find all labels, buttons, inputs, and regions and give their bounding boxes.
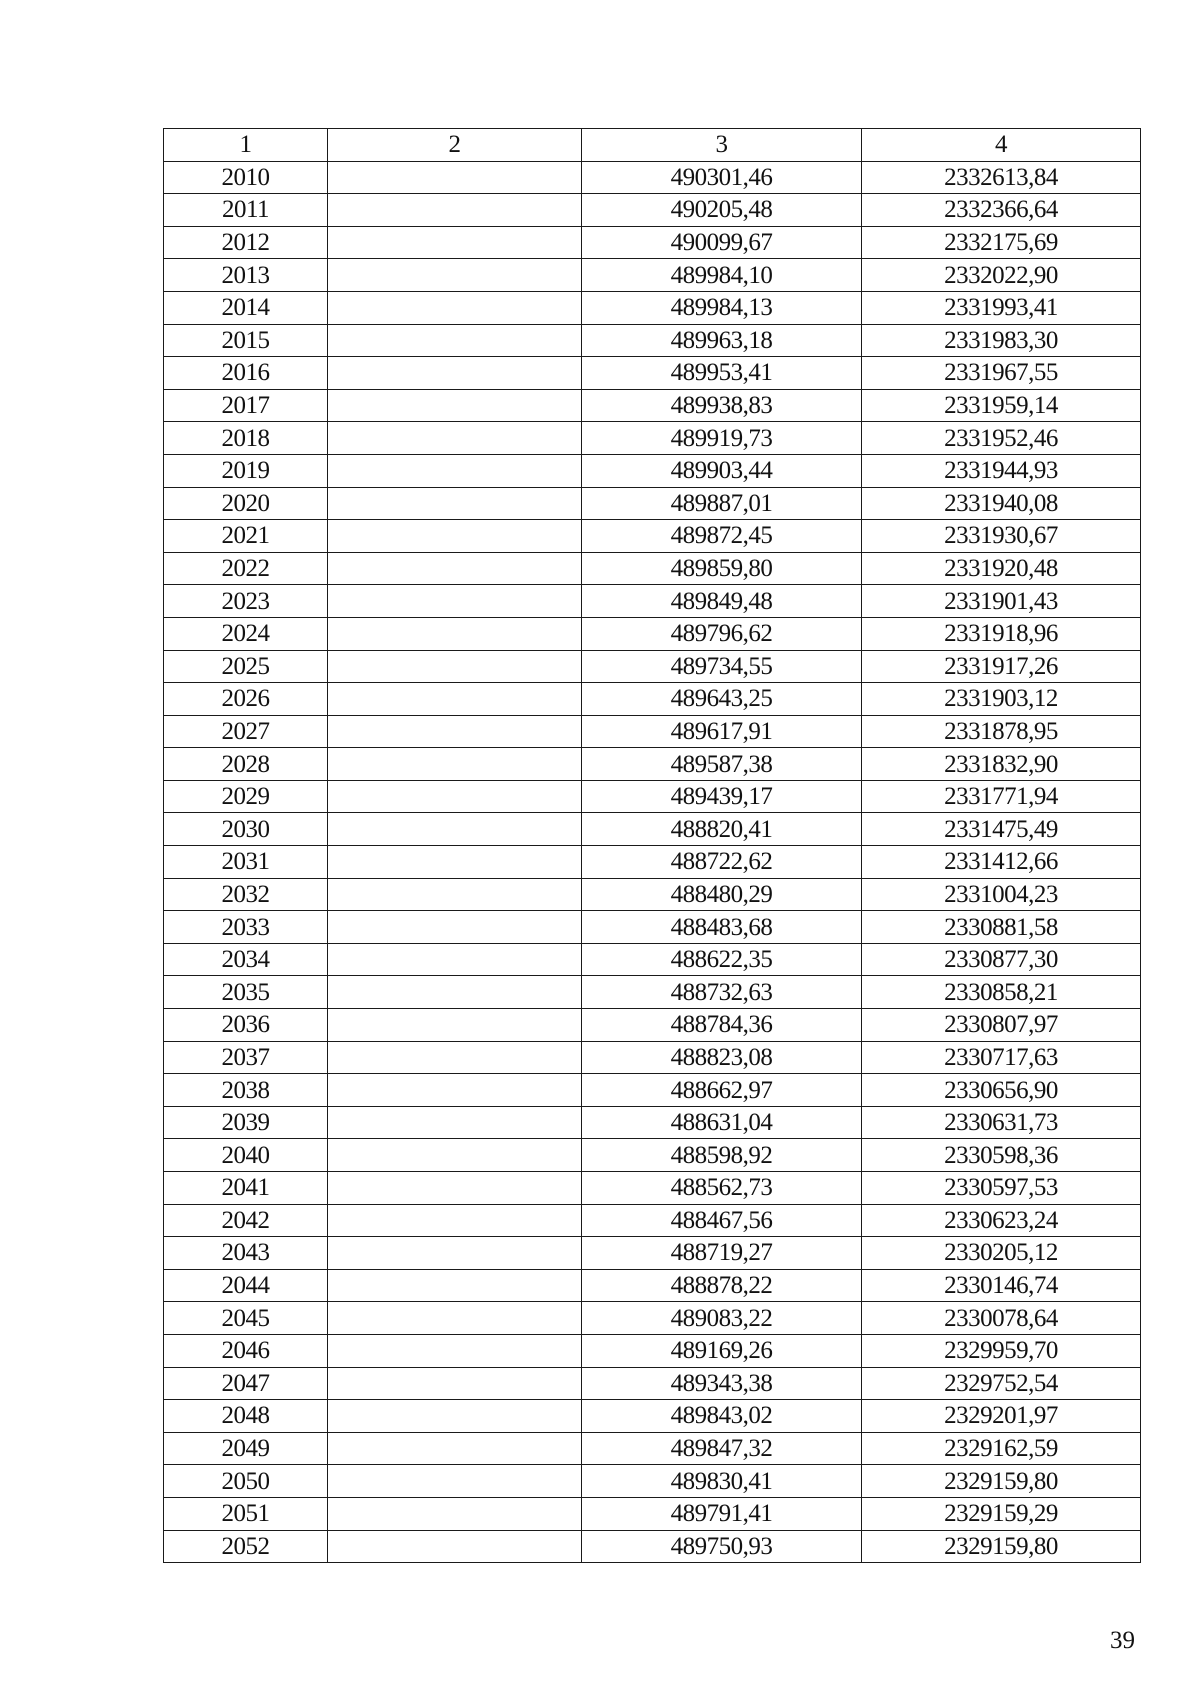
point-number-cell: 2030 bbox=[164, 813, 328, 846]
point-number-cell: 2025 bbox=[164, 650, 328, 683]
empty-cell bbox=[328, 324, 582, 357]
table-header bbox=[164, 129, 1141, 162]
empty-cell bbox=[328, 780, 582, 813]
x-coordinate-cell: 488732,63 bbox=[582, 976, 862, 1009]
table-row bbox=[164, 780, 1141, 813]
point-number-cell: 2011 bbox=[164, 194, 328, 227]
point-number-cell: 2039 bbox=[164, 1106, 328, 1139]
point-number-cell: 2037 bbox=[164, 1041, 328, 1074]
y-coordinate-cell: 2331412,66 bbox=[862, 846, 1141, 879]
table-row bbox=[164, 454, 1141, 487]
x-coordinate-cell: 488480,29 bbox=[582, 878, 862, 911]
table-row bbox=[164, 1269, 1141, 1302]
y-coordinate-cell: 2330717,63 bbox=[862, 1041, 1141, 1074]
y-coordinate-cell: 2331903,12 bbox=[862, 683, 1141, 716]
empty-cell bbox=[328, 813, 582, 846]
point-number-cell: 2020 bbox=[164, 487, 328, 520]
point-number-cell: 2027 bbox=[164, 715, 328, 748]
coordinates-table bbox=[163, 128, 1141, 1563]
x-coordinate-cell: 490099,67 bbox=[582, 226, 862, 259]
empty-cell bbox=[328, 1334, 582, 1367]
table-row bbox=[164, 1172, 1141, 1205]
empty-cell bbox=[328, 552, 582, 585]
empty-cell bbox=[328, 520, 582, 553]
point-number-cell: 2045 bbox=[164, 1302, 328, 1335]
point-number-cell: 2015 bbox=[164, 324, 328, 357]
point-number-cell: 2049 bbox=[164, 1432, 328, 1465]
y-coordinate-cell: 2332366,64 bbox=[862, 194, 1141, 227]
y-coordinate-cell: 2332613,84 bbox=[862, 161, 1141, 194]
x-coordinate-cell: 488784,36 bbox=[582, 1009, 862, 1042]
x-coordinate-cell: 489643,25 bbox=[582, 683, 862, 716]
y-coordinate-cell: 2331944,93 bbox=[862, 454, 1141, 487]
table-row bbox=[164, 748, 1141, 781]
y-coordinate-cell: 2330877,30 bbox=[862, 943, 1141, 976]
point-number-cell: 2017 bbox=[164, 389, 328, 422]
empty-cell bbox=[328, 1074, 582, 1107]
y-coordinate-cell: 2330858,21 bbox=[862, 976, 1141, 1009]
y-coordinate-cell: 2331832,90 bbox=[862, 748, 1141, 781]
table-row bbox=[164, 1041, 1141, 1074]
point-number-cell: 2026 bbox=[164, 683, 328, 716]
point-number-cell: 2052 bbox=[164, 1530, 328, 1563]
table-row bbox=[164, 1237, 1141, 1270]
y-coordinate-cell: 2330598,36 bbox=[862, 1139, 1141, 1172]
point-number-cell: 2034 bbox=[164, 943, 328, 976]
point-number-cell: 2029 bbox=[164, 780, 328, 813]
empty-cell bbox=[328, 357, 582, 390]
empty-cell bbox=[328, 1400, 582, 1433]
x-coordinate-cell: 488820,41 bbox=[582, 813, 862, 846]
y-coordinate-cell: 2331475,49 bbox=[862, 813, 1141, 846]
table-row bbox=[164, 1139, 1141, 1172]
empty-cell bbox=[328, 1465, 582, 1498]
x-coordinate-cell: 489796,62 bbox=[582, 617, 862, 650]
table-row bbox=[164, 1204, 1141, 1237]
table-row bbox=[164, 1367, 1141, 1400]
x-coordinate-cell: 488622,35 bbox=[582, 943, 862, 976]
x-coordinate-cell: 488719,27 bbox=[582, 1237, 862, 1270]
point-number-cell: 2013 bbox=[164, 259, 328, 292]
y-coordinate-cell: 2331952,46 bbox=[862, 422, 1141, 455]
point-number-cell: 2038 bbox=[164, 1074, 328, 1107]
y-coordinate-cell: 2330631,73 bbox=[862, 1106, 1141, 1139]
x-coordinate-cell: 489903,44 bbox=[582, 454, 862, 487]
empty-cell bbox=[328, 1237, 582, 1270]
y-coordinate-cell: 2331959,14 bbox=[862, 389, 1141, 422]
y-coordinate-cell: 2331918,96 bbox=[862, 617, 1141, 650]
point-number-cell: 2022 bbox=[164, 552, 328, 585]
point-number-cell: 2041 bbox=[164, 1172, 328, 1205]
x-coordinate-cell: 488823,08 bbox=[582, 1041, 862, 1074]
empty-cell bbox=[328, 943, 582, 976]
table-row bbox=[164, 357, 1141, 390]
point-number-cell: 2050 bbox=[164, 1465, 328, 1498]
x-coordinate-cell: 489750,93 bbox=[582, 1530, 862, 1563]
empty-cell bbox=[328, 1269, 582, 1302]
point-number-cell: 2048 bbox=[164, 1400, 328, 1433]
table-row bbox=[164, 487, 1141, 520]
table-row bbox=[164, 1432, 1141, 1465]
x-coordinate-cell: 488878,22 bbox=[582, 1269, 862, 1302]
x-coordinate-cell: 489617,91 bbox=[582, 715, 862, 748]
x-coordinate-cell: 488598,92 bbox=[582, 1139, 862, 1172]
point-number-cell: 2032 bbox=[164, 878, 328, 911]
y-coordinate-cell: 2331771,94 bbox=[862, 780, 1141, 813]
table-row bbox=[164, 291, 1141, 324]
point-number-cell: 2028 bbox=[164, 748, 328, 781]
y-coordinate-cell: 2330078,64 bbox=[862, 1302, 1141, 1335]
empty-cell bbox=[328, 976, 582, 1009]
table-row bbox=[164, 1334, 1141, 1367]
y-coordinate-cell: 2330205,12 bbox=[862, 1237, 1141, 1270]
point-number-cell: 2019 bbox=[164, 454, 328, 487]
point-number-cell: 2040 bbox=[164, 1139, 328, 1172]
point-number-cell: 2016 bbox=[164, 357, 328, 390]
empty-cell bbox=[328, 748, 582, 781]
table-row bbox=[164, 683, 1141, 716]
x-coordinate-cell: 488662,97 bbox=[582, 1074, 862, 1107]
x-coordinate-cell: 488562,73 bbox=[582, 1172, 862, 1205]
point-number-cell: 2043 bbox=[164, 1237, 328, 1270]
table-row bbox=[164, 1302, 1141, 1335]
empty-cell bbox=[328, 1497, 582, 1530]
point-number-cell: 2035 bbox=[164, 976, 328, 1009]
y-coordinate-cell: 2329159,80 bbox=[862, 1465, 1141, 1498]
y-coordinate-cell: 2331940,08 bbox=[862, 487, 1141, 520]
x-coordinate-cell: 489872,45 bbox=[582, 520, 862, 553]
y-coordinate-cell: 2331917,26 bbox=[862, 650, 1141, 683]
empty-cell bbox=[328, 1432, 582, 1465]
table-row bbox=[164, 259, 1141, 292]
empty-cell bbox=[328, 389, 582, 422]
empty-cell bbox=[328, 1139, 582, 1172]
empty-cell bbox=[328, 911, 582, 944]
empty-cell bbox=[328, 1302, 582, 1335]
x-coordinate-cell: 489849,48 bbox=[582, 585, 862, 618]
point-number-cell: 2023 bbox=[164, 585, 328, 618]
column-header-4: 4 bbox=[862, 129, 1141, 162]
point-number-cell: 2014 bbox=[164, 291, 328, 324]
x-coordinate-cell: 488722,62 bbox=[582, 846, 862, 879]
table-row bbox=[164, 1497, 1141, 1530]
point-number-cell: 2024 bbox=[164, 617, 328, 650]
point-number-cell: 2051 bbox=[164, 1497, 328, 1530]
empty-cell bbox=[328, 487, 582, 520]
point-number-cell: 2018 bbox=[164, 422, 328, 455]
empty-cell bbox=[328, 650, 582, 683]
table-row bbox=[164, 194, 1141, 227]
table-row bbox=[164, 1465, 1141, 1498]
y-coordinate-cell: 2329201,97 bbox=[862, 1400, 1141, 1433]
empty-cell bbox=[328, 683, 582, 716]
x-coordinate-cell: 489734,55 bbox=[582, 650, 862, 683]
point-number-cell: 2036 bbox=[164, 1009, 328, 1042]
table-row bbox=[164, 650, 1141, 683]
y-coordinate-cell: 2329752,54 bbox=[862, 1367, 1141, 1400]
x-coordinate-cell: 489953,41 bbox=[582, 357, 862, 390]
empty-cell bbox=[328, 1367, 582, 1400]
x-coordinate-cell: 489859,80 bbox=[582, 552, 862, 585]
empty-cell bbox=[328, 161, 582, 194]
table-row bbox=[164, 585, 1141, 618]
x-coordinate-cell: 489843,02 bbox=[582, 1400, 862, 1433]
y-coordinate-cell: 2330597,53 bbox=[862, 1172, 1141, 1205]
point-number-cell: 2044 bbox=[164, 1269, 328, 1302]
table-row bbox=[164, 520, 1141, 553]
empty-cell bbox=[328, 1530, 582, 1563]
empty-cell bbox=[328, 259, 582, 292]
y-coordinate-cell: 2329959,70 bbox=[862, 1334, 1141, 1367]
point-number-cell: 2012 bbox=[164, 226, 328, 259]
y-coordinate-cell: 2330623,24 bbox=[862, 1204, 1141, 1237]
x-coordinate-cell: 489938,83 bbox=[582, 389, 862, 422]
x-coordinate-cell: 489343,38 bbox=[582, 1367, 862, 1400]
column-header-2: 2 bbox=[328, 129, 582, 162]
table-row bbox=[164, 617, 1141, 650]
y-coordinate-cell: 2329159,80 bbox=[862, 1530, 1141, 1563]
y-coordinate-cell: 2331967,55 bbox=[862, 357, 1141, 390]
x-coordinate-cell: 490301,46 bbox=[582, 161, 862, 194]
y-coordinate-cell: 2329162,59 bbox=[862, 1432, 1141, 1465]
x-coordinate-cell: 489830,41 bbox=[582, 1465, 862, 1498]
x-coordinate-cell: 490205,48 bbox=[582, 194, 862, 227]
empty-cell bbox=[328, 1172, 582, 1205]
table-row bbox=[164, 161, 1141, 194]
point-number-cell: 2033 bbox=[164, 911, 328, 944]
y-coordinate-cell: 2331920,48 bbox=[862, 552, 1141, 585]
table-row bbox=[164, 422, 1141, 455]
x-coordinate-cell: 489984,10 bbox=[582, 259, 862, 292]
x-coordinate-cell: 489439,17 bbox=[582, 780, 862, 813]
table-row bbox=[164, 846, 1141, 879]
table-row bbox=[164, 1530, 1141, 1563]
point-number-cell: 2010 bbox=[164, 161, 328, 194]
y-coordinate-cell: 2331004,23 bbox=[862, 878, 1141, 911]
y-coordinate-cell: 2330881,58 bbox=[862, 911, 1141, 944]
table-row bbox=[164, 878, 1141, 911]
y-coordinate-cell: 2331993,41 bbox=[862, 291, 1141, 324]
x-coordinate-cell: 489169,26 bbox=[582, 1334, 862, 1367]
empty-cell bbox=[328, 1204, 582, 1237]
empty-cell bbox=[328, 454, 582, 487]
empty-cell bbox=[328, 194, 582, 227]
table-row bbox=[164, 976, 1141, 1009]
point-number-cell: 2021 bbox=[164, 520, 328, 553]
header-row bbox=[164, 129, 1141, 162]
point-number-cell: 2046 bbox=[164, 1334, 328, 1367]
table-row bbox=[164, 911, 1141, 944]
y-coordinate-cell: 2331901,43 bbox=[862, 585, 1141, 618]
empty-cell bbox=[328, 585, 582, 618]
x-coordinate-cell: 488483,68 bbox=[582, 911, 862, 944]
x-coordinate-cell: 489887,01 bbox=[582, 487, 862, 520]
y-coordinate-cell: 2332175,69 bbox=[862, 226, 1141, 259]
x-coordinate-cell: 489791,41 bbox=[582, 1497, 862, 1530]
table-row bbox=[164, 1400, 1141, 1433]
y-coordinate-cell: 2331930,67 bbox=[862, 520, 1141, 553]
point-number-cell: 2047 bbox=[164, 1367, 328, 1400]
table-row bbox=[164, 324, 1141, 357]
empty-cell bbox=[328, 226, 582, 259]
table-row bbox=[164, 715, 1141, 748]
table-row bbox=[164, 813, 1141, 846]
column-header-3: 3 bbox=[582, 129, 862, 162]
x-coordinate-cell: 489963,18 bbox=[582, 324, 862, 357]
table-row bbox=[164, 552, 1141, 585]
empty-cell bbox=[328, 422, 582, 455]
x-coordinate-cell: 488467,56 bbox=[582, 1204, 862, 1237]
y-coordinate-cell: 2330656,90 bbox=[862, 1074, 1141, 1107]
table-row bbox=[164, 1074, 1141, 1107]
x-coordinate-cell: 489984,13 bbox=[582, 291, 862, 324]
y-coordinate-cell: 2331983,30 bbox=[862, 324, 1141, 357]
page-number: 39 bbox=[1110, 1627, 1135, 1654]
empty-cell bbox=[328, 291, 582, 324]
table-row bbox=[164, 1009, 1141, 1042]
empty-cell bbox=[328, 715, 582, 748]
point-number-cell: 2042 bbox=[164, 1204, 328, 1237]
x-coordinate-cell: 488631,04 bbox=[582, 1106, 862, 1139]
x-coordinate-cell: 489847,32 bbox=[582, 1432, 862, 1465]
point-number-cell: 2031 bbox=[164, 846, 328, 879]
table-row bbox=[164, 1106, 1141, 1139]
empty-cell bbox=[328, 1041, 582, 1074]
empty-cell bbox=[328, 617, 582, 650]
table-row bbox=[164, 943, 1141, 976]
empty-cell bbox=[328, 846, 582, 879]
y-coordinate-cell: 2329159,29 bbox=[862, 1497, 1141, 1530]
table-row bbox=[164, 226, 1141, 259]
empty-cell bbox=[328, 878, 582, 911]
empty-cell bbox=[328, 1009, 582, 1042]
y-coordinate-cell: 2330146,74 bbox=[862, 1269, 1141, 1302]
column-header-1: 1 bbox=[164, 129, 328, 162]
empty-cell bbox=[328, 1106, 582, 1139]
y-coordinate-cell: 2332022,90 bbox=[862, 259, 1141, 292]
x-coordinate-cell: 489919,73 bbox=[582, 422, 862, 455]
table-row bbox=[164, 389, 1141, 422]
y-coordinate-cell: 2331878,95 bbox=[862, 715, 1141, 748]
y-coordinate-cell: 2330807,97 bbox=[862, 1009, 1141, 1042]
x-coordinate-cell: 489587,38 bbox=[582, 748, 862, 781]
x-coordinate-cell: 489083,22 bbox=[582, 1302, 862, 1335]
table-body bbox=[164, 161, 1141, 1563]
